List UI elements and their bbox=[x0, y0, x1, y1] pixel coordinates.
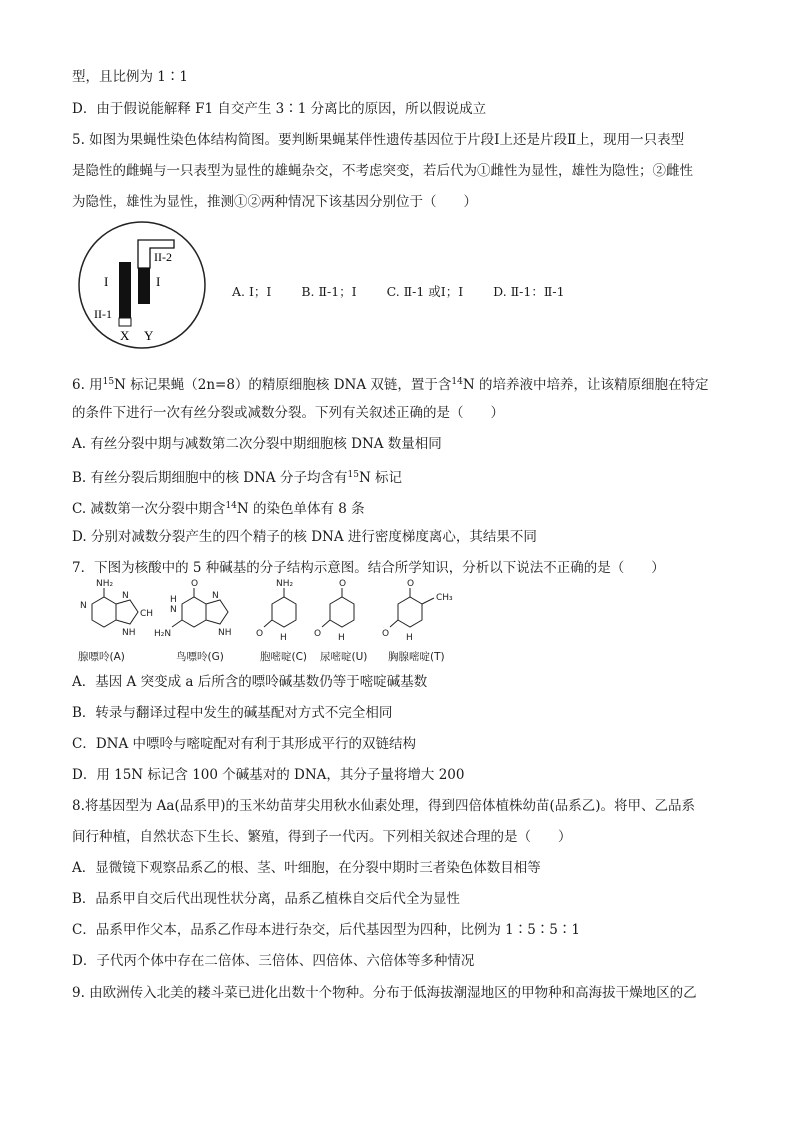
q5-option-d[interactable]: D. Ⅱ-1：Ⅱ-1 bbox=[493, 284, 565, 299]
adenine-nh: NH bbox=[122, 628, 136, 638]
q8-stem-2: 间行种植，自然状态下生长、繁殖，得到子一代丙。下列相关叙述合理的是（ ） bbox=[72, 829, 572, 845]
x-chromosome-white bbox=[119, 318, 131, 326]
q5-option-b[interactable]: B. Ⅱ-1；Ⅰ bbox=[301, 284, 357, 299]
q8-stem-1: 8.将基因型为 Aa(品系甲)的玉米幼苗芽尖用秋水仙素处理，得到四倍体植株幼苗(品系乙)。将甲、乙品系 bbox=[72, 798, 696, 814]
q8-option-c[interactable]: C．品系甲作父本，品系乙作母本进行杂交，后代基因型为四种，比例为 1∶5∶5∶1 bbox=[72, 922, 580, 938]
q6-option-c-post: N 的染色单体有 8 条 bbox=[236, 501, 365, 517]
adenine-ring bbox=[92, 597, 116, 627]
q9-stem: 9. 由欧洲传入北美的耧斗菜已进化出数十个物种。分布于低海拔潮湿地区的甲物种和高海拔干燥地区的乙 bbox=[72, 985, 697, 1001]
uracil-ring bbox=[330, 597, 354, 627]
q7-option-b[interactable]: B．转录与翻译过程中发生的碱基配对方式不完全相同 bbox=[72, 705, 393, 721]
q6-option-b-pre: B. 有丝分裂后期细胞中的核 DNA 分子均含有 bbox=[72, 470, 348, 486]
thymine-ring bbox=[398, 597, 422, 627]
q7-option-c[interactable]: C．DNA 中嘌呤与嘧啶配对有利于其形成平行的双链结构 bbox=[72, 736, 417, 752]
cytosine-o: O bbox=[256, 629, 264, 639]
q6-option-b-post: N 标记 bbox=[358, 470, 403, 486]
uracil-label: 尿嘧啶(U) bbox=[320, 651, 368, 663]
q6-option-c-sup: 14 bbox=[225, 501, 237, 511]
q6-stem-2: 的条件下进行一次有丝分裂或减数分裂。下列有关叙述正确的是（ ） bbox=[72, 405, 504, 421]
q6-stem-1-mid: N 标记果蝇（2n=8）的精原细胞核 DNA 双链，置于含 bbox=[114, 377, 452, 393]
thymine-ch3: CH₃ bbox=[436, 593, 453, 603]
q7-option-a[interactable]: A．基因 A 突变成 a 后所含的嘌呤碱基数仍等于嘧啶碱基数 bbox=[72, 674, 428, 690]
x-chromosome-black bbox=[119, 262, 131, 318]
q5-stem-2: 是隐性的雌蝇与一只表型为显性的雄蝇杂交，不考虑突变，若后代为①雌性为显性，雄性为隐性；②雌性 bbox=[72, 163, 693, 179]
q5-stem-1: 5. 如图为果蝇性染色体结构简图。要判断果蝇某伴性遗传基因位于片段Ⅰ上还是片段Ⅱ上，现用一只表型 bbox=[72, 132, 685, 148]
thymine-substituent: O bbox=[407, 579, 415, 589]
thymine-o: O bbox=[382, 629, 390, 639]
thymine-h: H bbox=[406, 633, 413, 643]
line-1: 型，且比例为 1∶1 bbox=[72, 69, 188, 85]
uracil-substituent: O bbox=[339, 579, 347, 589]
q6-option-c[interactable] bbox=[72, 497, 365, 518]
q6-option-c-pre: C. 减数第一次分裂中期含 bbox=[72, 501, 226, 517]
guanine-h2n: H₂N bbox=[154, 629, 172, 639]
label-I-left: I bbox=[104, 274, 109, 289]
q6-option-b[interactable] bbox=[72, 466, 402, 487]
cytosine-h: H bbox=[280, 633, 287, 643]
line-2: D．由于假说能解释 F1 自交产生 3∶1 分离比的原因，所以假说成立 bbox=[72, 101, 487, 117]
q6-stem-1-post: N 的培养液中培养，让该精原细胞在特定 bbox=[462, 377, 709, 393]
guanine-n: N bbox=[170, 605, 177, 615]
y-chromosome-black bbox=[138, 268, 150, 304]
q5-stem-3: 为隐性，雄性为显性，推测①②两种情况下该基因分别位于（ ） bbox=[72, 194, 477, 210]
q5-option-a[interactable]: A. Ⅰ；Ⅰ bbox=[232, 284, 272, 299]
cytosine-ring bbox=[272, 597, 296, 627]
q6-stem-1 bbox=[72, 373, 708, 394]
q6-sup-15: 15 bbox=[102, 377, 115, 387]
uracil-o: O bbox=[314, 629, 322, 639]
label-I-right: I bbox=[156, 274, 161, 289]
nucleobase-figure bbox=[72, 578, 472, 666]
chromosome-figure bbox=[76, 220, 208, 350]
label-II-2: II-2 bbox=[154, 250, 172, 264]
q6-sup-14: 14 bbox=[451, 377, 463, 387]
thymine-label: 胸腺嘧啶(T) bbox=[388, 651, 445, 663]
guanine-n-top: N bbox=[212, 591, 219, 601]
adenine-label: 腺嘌呤(A) bbox=[78, 651, 125, 663]
label-X: X bbox=[120, 328, 130, 343]
adenine-n-left: N bbox=[80, 601, 87, 611]
q8-option-d[interactable]: D．子代丙个体中存在二倍体、三倍体、四倍体、六倍体等多种情况 bbox=[72, 953, 475, 969]
q7-option-d[interactable]: D．用 15N 标记含 100 个碱基对的 DNA，其分子量将增大 200 bbox=[72, 767, 465, 783]
uracil-h: H bbox=[338, 633, 345, 643]
guanine-ring bbox=[182, 597, 206, 627]
guanine-h: H bbox=[170, 595, 177, 605]
q6-option-a[interactable]: A. 有丝分裂中期与减数第二次分裂中期细胞核 DNA 数量相同 bbox=[72, 436, 442, 452]
cytosine-label: 胞嘧啶(C) bbox=[260, 651, 308, 663]
q8-option-a[interactable]: A．显微镜下观察品系乙的根、茎、叶细胞，在分裂中期时三者染色体数目相等 bbox=[72, 860, 541, 876]
guanine-substituent: O bbox=[191, 579, 199, 589]
label-II-1: II-1 bbox=[94, 307, 112, 321]
adenine-substituent: NH₂ bbox=[96, 579, 114, 589]
label-Y: Y bbox=[144, 328, 154, 343]
cytosine-substituent: NH₂ bbox=[276, 579, 294, 589]
q7-stem: 7．下图为核酸中的 5 种碱基的分子结构示意图。结合所学知识，分析以下说法不正确的是（ ） bbox=[72, 560, 665, 576]
q6-option-d[interactable]: D. 分别对减数分裂产生的四个精子的核 DNA 进行密度梯度离心，其结果不同 bbox=[72, 529, 537, 545]
guanine-label: 鸟嘌呤(G) bbox=[176, 651, 224, 663]
q5-options bbox=[232, 282, 591, 300]
guanine-nh: NH bbox=[218, 628, 232, 638]
q6-option-b-sup: 15 bbox=[347, 470, 359, 480]
guanine-imidazole bbox=[206, 600, 228, 624]
q6-stem-1-pre: 6. 用 bbox=[72, 377, 103, 393]
adenine-ch: CH bbox=[140, 609, 154, 619]
q5-option-c[interactable]: C. Ⅱ-1 或Ⅰ；Ⅰ bbox=[386, 284, 464, 299]
adenine-n-top: N bbox=[122, 591, 129, 601]
q8-option-b[interactable]: B．品系甲自交后代出现性状分离，品系乙植株自交后代全为显性 bbox=[72, 891, 460, 907]
adenine-imidazole bbox=[116, 600, 138, 624]
